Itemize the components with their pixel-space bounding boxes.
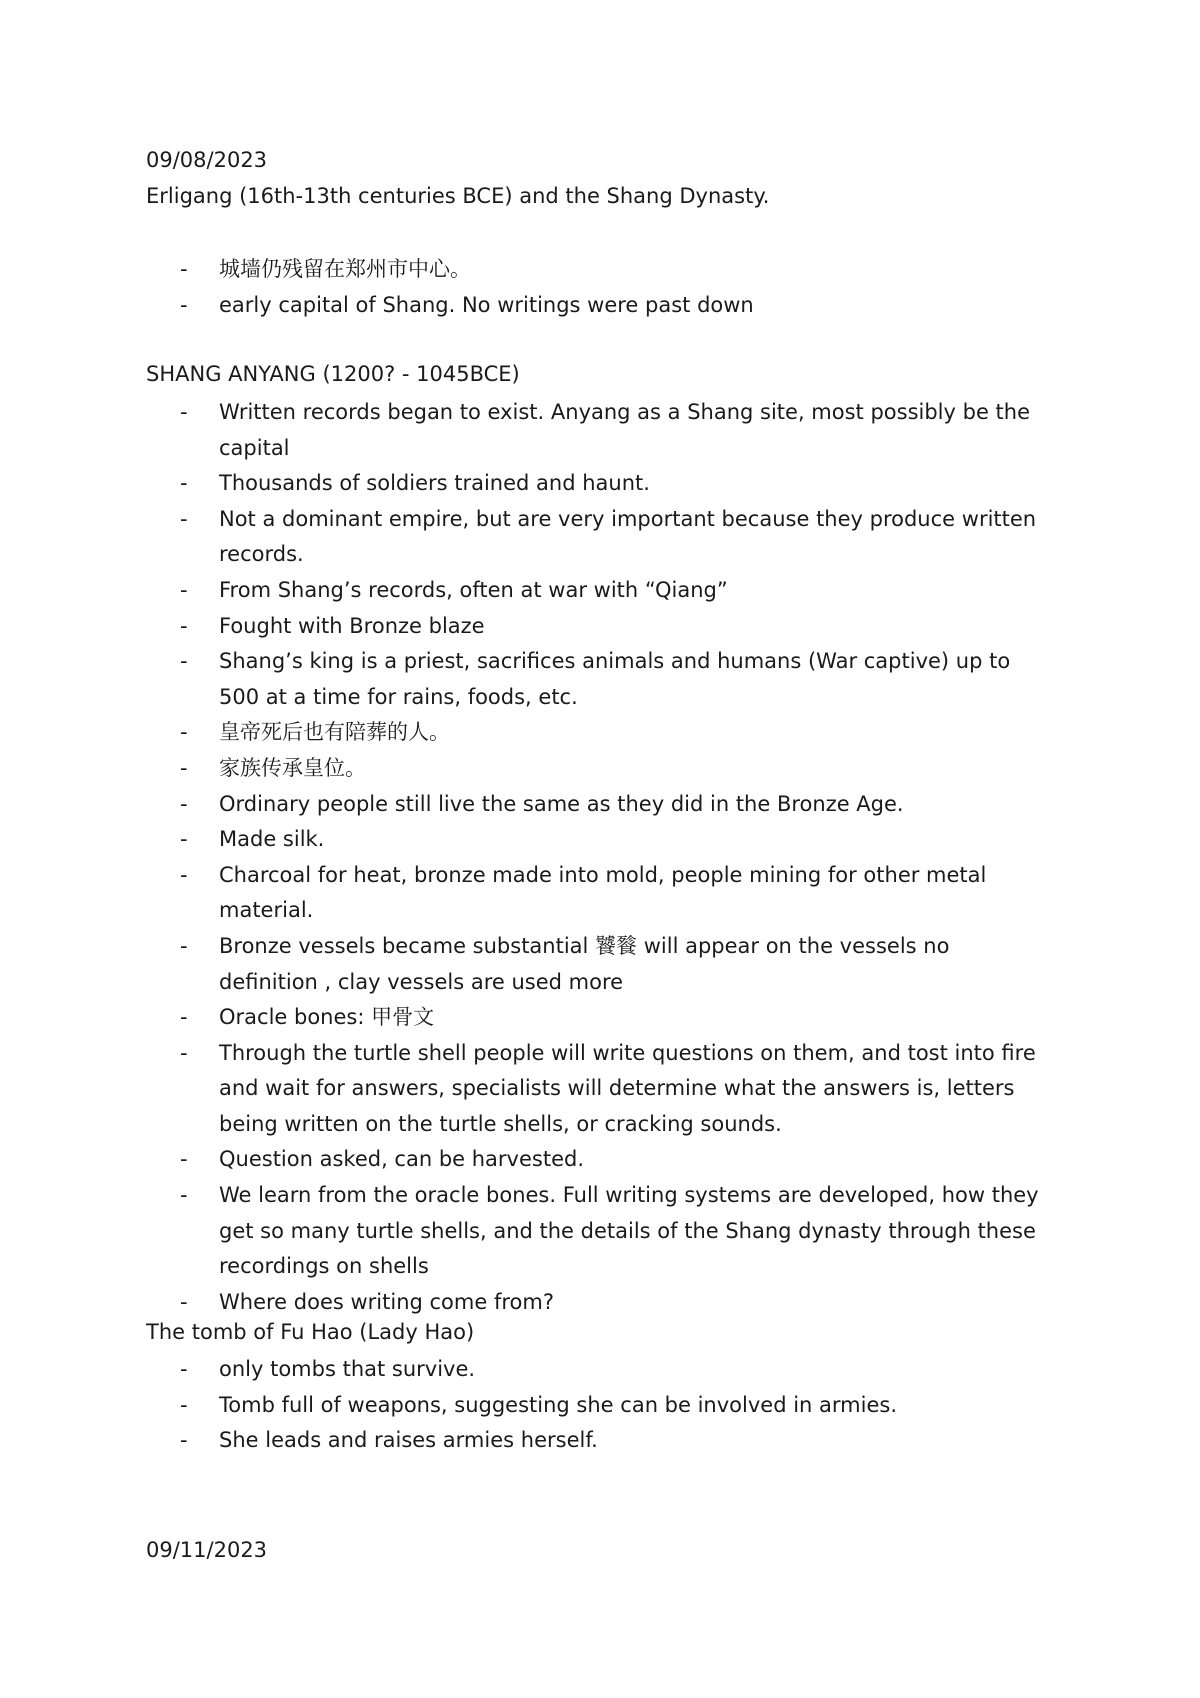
list-item-text: Thousands of soldiers trained and haunt.: [219, 471, 650, 496]
list-item: [0, 1285, 1039, 1321]
bullet-dash: -: [180, 613, 188, 638]
list-item-text: only tombs that survive.: [219, 1357, 476, 1381]
bullet-dash: -: [180, 720, 188, 745]
bullet-dash: -: [180, 1183, 188, 1208]
list-item-text: Bronze vessels became substantial 饕餮 will appear on the vessels no definition , clay vessels are used more: [219, 933, 950, 994]
list-item: [0, 1388, 1039, 1424]
bullet-dash: -: [180, 1040, 188, 1065]
list-item-text: Made silk.: [219, 827, 325, 852]
list-item: [0, 573, 1039, 609]
bullet-dash: -: [180, 1392, 188, 1417]
bullet-dash: -: [180, 1289, 188, 1314]
bullet-dash: -: [180, 862, 188, 887]
bullet-dash: -: [180, 791, 188, 816]
list-item: [0, 395, 1039, 466]
list-item: [0, 715, 1039, 751]
bullet-dash: -: [180, 827, 188, 852]
list-item-text: We learn from the oracle bones. Full writing systems are developed, how they get so many turtle shells, and the details of the Shang dynasty through these recordings on shells: [219, 1183, 1039, 1279]
list-item-text: Where does writing come from?: [219, 1289, 554, 1314]
list-item-text: She leads and raises armies herself.: [219, 1428, 598, 1453]
list-item: [0, 822, 1039, 858]
list-item: [0, 858, 1039, 929]
list-item: [0, 252, 1039, 288]
list-item-text: early capital of Shang. No writings were past down: [219, 292, 754, 317]
list-item: [0, 1000, 1039, 1036]
list-item-text: Oracle bones: 甲骨文: [219, 1005, 435, 1030]
bullet-dash: -: [180, 933, 188, 958]
bullet-dash: -: [180, 1147, 188, 1172]
list-item: [0, 609, 1039, 645]
list-item-text: 皇帝死后也有陪葬的人。: [219, 720, 450, 745]
date-heading-2: 09/11/2023: [146, 1538, 268, 1562]
list-item: [0, 466, 1039, 502]
list-item: [0, 1352, 1039, 1388]
list-item-text: 家族传承皇位。: [219, 755, 366, 780]
bullet-dash: -: [180, 1428, 188, 1453]
bullet-dash: -: [180, 471, 188, 496]
bullet-dash: -: [180, 1357, 188, 1381]
anyang-heading: SHANG ANYANG (1200? - 1045BCE): [146, 362, 520, 386]
bullet-dash: -: [180, 577, 188, 602]
list-item: [0, 1178, 1039, 1285]
list-item-text: Question asked, can be harvested.: [219, 1147, 585, 1172]
erligang-bullet-list: [0, 252, 1200, 323]
list-item: [0, 751, 1039, 787]
anyang-bullet-list: [0, 395, 1200, 1320]
list-item-text: Charcoal for heat, bronze made into mold, people mining for other metal material.: [219, 862, 987, 923]
list-item-text: 城墙仍残留在郑州市中心。: [219, 257, 471, 281]
bullet-dash: -: [180, 257, 188, 281]
list-item: [0, 288, 1039, 324]
list-item-text: Shang’s king is a priest, sacrifices animals and humans (War captive) up to 500 at a time for rains, foods, etc.: [219, 649, 1011, 709]
fuhao-heading: The tomb of Fu Hao (Lady Hao): [146, 1320, 475, 1344]
list-item-text: Written records began to exist. Anyang as a Shang site, most possibly be the capital: [219, 400, 1031, 460]
bullet-dash: -: [180, 755, 188, 780]
bullet-dash: -: [180, 649, 188, 674]
list-item-text: Ordinary people still live the same as they did in the Bronze Age.: [219, 791, 904, 816]
list-item: [0, 644, 1039, 715]
list-item: [0, 1142, 1039, 1178]
list-item: [0, 1036, 1039, 1143]
list-item-text: From Shang’s records, often at war with “Qiang”: [219, 577, 728, 602]
erligang-heading: Erligang (16th-13th centuries BCE) and the Shang Dynasty.: [146, 184, 770, 208]
list-item: [0, 502, 1039, 573]
date-heading-1: 09/08/2023: [146, 148, 268, 172]
list-item-text: Not a dominant empire, but are very important because they produce written records.: [219, 506, 1037, 567]
bullet-dash: -: [180, 400, 188, 424]
bullet-dash: -: [180, 292, 188, 317]
bullet-dash: -: [180, 506, 188, 531]
list-item-text: Tomb full of weapons, suggesting she can be involved in armies.: [219, 1392, 897, 1417]
list-item-text: Through the turtle shell people will write questions on them, and tost into fire and wait for answers, specialists will determine what the answers is, letters being written on the turtle shells, or cracking sounds.: [219, 1040, 1036, 1136]
fuhao-bullet-list: [0, 1352, 1200, 1459]
list-item: [0, 929, 1039, 1000]
list-item: [0, 1423, 1039, 1459]
list-item-text: Fought with Bronze blaze: [219, 613, 485, 638]
bullet-dash: -: [180, 1005, 188, 1030]
list-item: [0, 787, 1039, 823]
